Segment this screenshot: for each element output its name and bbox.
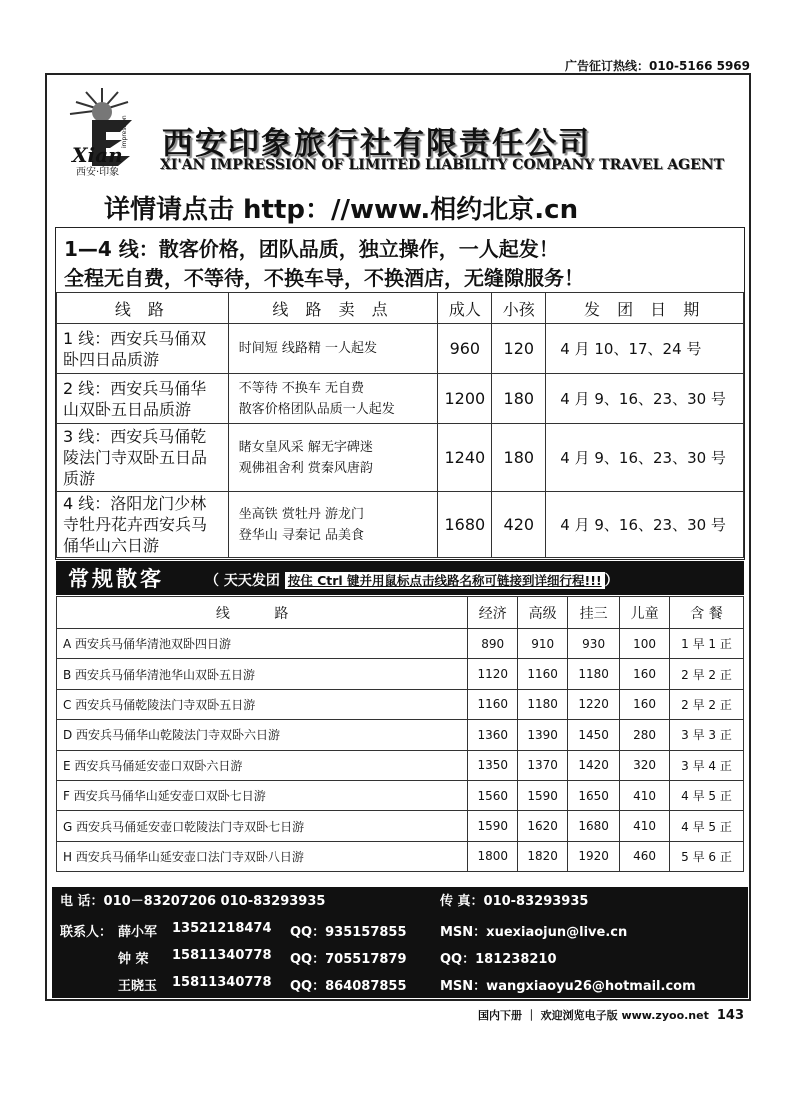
col-route: 线 路: [57, 293, 229, 324]
phone-line: 电 话：010－83207206 010-83293935: [60, 894, 326, 909]
contact-name: 钟 荣: [118, 952, 149, 967]
selling-point: 时间短 线路精 一人起发: [238, 341, 377, 356]
three-star-price: 1450: [568, 720, 620, 750]
fax-line: 传 真：010-83293935: [440, 894, 589, 909]
three-star-price: 1920: [568, 841, 620, 871]
col-three-star: 挂三: [568, 597, 620, 629]
page-number: 143: [716, 1008, 744, 1023]
premium-price: 1370: [518, 750, 568, 780]
meals: 4 早 5 正: [670, 811, 744, 841]
child-price: 410: [620, 811, 670, 841]
departure-dates: 4 月 10、17、24 号: [546, 324, 744, 374]
meals: 2 早 2 正: [670, 689, 744, 719]
child-price: 320: [620, 750, 670, 780]
child-price: 460: [620, 841, 670, 871]
route-link[interactable]: D 西安兵马俑华山乾陵法门寺双卧六日游: [57, 720, 468, 750]
route-link[interactable]: G 西安兵马俑延安壶口乾陵法门寺双卧七日游: [57, 811, 468, 841]
contact-label: 联系人：: [60, 925, 113, 940]
table-row: [57, 841, 744, 871]
child-price: 420: [492, 492, 546, 558]
promo-line-1: 1—4 线：散客价格，团队品质，独立操作，一人起发！: [64, 237, 559, 261]
route-name[interactable]: 2 线：西安兵马俑华山双卧五日品质游: [57, 374, 229, 424]
departure-dates: 4 月 9、16、23、30 号: [546, 492, 744, 558]
route-link[interactable]: F 西安兵马俑华山延安壶口双卧七日游: [57, 780, 468, 810]
subtitle-close: ）: [604, 573, 619, 589]
selling-point: 散客价格团队品质一人起发: [238, 401, 395, 417]
logo-small: 西安·印象: [76, 167, 120, 177]
departure-dates: 4 月 9、16、23、30 号: [546, 374, 744, 424]
contact-qq-2: QQ：181238210: [440, 952, 557, 967]
three-star-price: 1180: [568, 659, 620, 689]
logo-impression: impression: [121, 115, 128, 148]
col-premium: 高级: [518, 597, 568, 629]
table-row: [57, 689, 744, 719]
meals: 5 早 6 正: [670, 841, 744, 871]
premium-price: 1820: [518, 841, 568, 871]
selling-point: 不等待 不换车 无自费: [238, 380, 364, 396]
company-name-en: XI'AN IMPRESSION OF LIMITED LIABILITY COMPANY TRAVEL AGENT: [160, 157, 725, 173]
economy-price: 1160: [468, 689, 518, 719]
child-price: 280: [620, 720, 670, 750]
table-row: [57, 629, 744, 659]
contact-tel: 15811340778: [172, 948, 272, 963]
col-route: 线 路: [57, 597, 468, 629]
departure-dates: 4 月 9、16、23、30 号: [546, 424, 744, 492]
selling-point: 观佛祖舍利 赏秦风唐韵: [238, 460, 373, 476]
adult-price: 1240: [438, 424, 492, 492]
contact-tel: 15811340778: [172, 975, 272, 990]
selling-point: 坐高铁 赏牡丹 游龙门: [238, 506, 364, 522]
child-price: 180: [492, 424, 546, 492]
economy-price: 1560: [468, 780, 518, 810]
route-link[interactable]: B 西安兵马俑华清池华山双卧五日游: [57, 659, 468, 689]
col-adult: 成人: [438, 293, 492, 324]
premium-price: 1390: [518, 720, 568, 750]
adult-price: 1680: [438, 492, 492, 558]
economy-price: 1350: [468, 750, 518, 780]
col-child: 儿童: [620, 597, 670, 629]
company-logo: [62, 82, 152, 177]
route-link[interactable]: H 西安兵马俑华山延安壶口法门寺双卧八日游: [57, 841, 468, 871]
child-price: 410: [620, 780, 670, 810]
table-row: [57, 424, 744, 492]
company-name-cn: 西安印象旅行社有限责任公司: [162, 126, 591, 162]
meals: 1 早 1 正: [670, 629, 744, 659]
economy-price: 1590: [468, 811, 518, 841]
meals: 4 早 5 正: [670, 780, 744, 810]
three-star-price: 1420: [568, 750, 620, 780]
table-row: [57, 659, 744, 689]
meals: 2 早 2 正: [670, 659, 744, 689]
table-row: [57, 780, 744, 810]
table-row: [57, 720, 744, 750]
premium-price: 1180: [518, 689, 568, 719]
contact-name: 薛小军: [118, 925, 158, 940]
featured-lines-table: [56, 292, 744, 558]
col-selling-points: 线 路 卖 点: [228, 293, 438, 324]
col-economy: 经济: [468, 597, 518, 629]
daily-departure: （ 天天发团: [205, 573, 280, 589]
child-price: 160: [620, 659, 670, 689]
website-link[interactable]: 详情请点击 http：//www.相约北京.cn: [104, 195, 579, 225]
table-row: [57, 750, 744, 780]
contact-qq: QQ：705517879: [290, 952, 407, 967]
contact-msn[interactable]: MSN：wangxiaoyu26@hotmail.com: [440, 979, 696, 994]
contact-tel: 13521218474: [172, 921, 272, 936]
table-row: [57, 374, 744, 424]
contact-qq: QQ：935157855: [290, 925, 407, 940]
meals: 3 早 3 正: [670, 720, 744, 750]
ad-hotline: 广告征订热线：010-5166 5969: [564, 59, 750, 73]
economy-price: 1120: [468, 659, 518, 689]
three-star-price: 930: [568, 629, 620, 659]
child-price: 100: [620, 629, 670, 659]
regular-tours-table: [56, 596, 744, 872]
premium-price: 910: [518, 629, 568, 659]
premium-price: 1620: [518, 811, 568, 841]
col-child: 小孩: [492, 293, 546, 324]
selling-point: 登华山 寻秦记 品美食: [238, 527, 364, 543]
economy-price: 1360: [468, 720, 518, 750]
route-link[interactable]: E 西安兵马俑延安壶口双卧六日游: [57, 750, 468, 780]
three-star-price: 1680: [568, 811, 620, 841]
child-price: 180: [492, 374, 546, 424]
route-name[interactable]: 4 线：洛阳龙门少林寺牡丹花卉西安兵马俑华山六日游: [57, 492, 229, 558]
col-meals: 含 餐: [670, 597, 744, 629]
table-row: [57, 324, 744, 374]
route-link[interactable]: A 西安兵马俑华清池双卧四日游: [57, 629, 468, 659]
meals: 3 早 4 正: [670, 750, 744, 780]
child-price: 160: [620, 689, 670, 719]
regular-tours-title: 常规散客: [68, 567, 164, 591]
three-star-price: 1220: [568, 689, 620, 719]
contact-name: 王晓玉: [118, 979, 158, 994]
page-footer: [478, 1007, 744, 1023]
table-row: [57, 492, 744, 558]
premium-price: 1590: [518, 780, 568, 810]
logo-xian: Xian: [72, 143, 123, 167]
child-price: 120: [492, 324, 546, 374]
economy-price: 890: [468, 629, 518, 659]
contact-msn[interactable]: MSN：xuexiaojun@live.cn: [440, 925, 628, 940]
ctrl-click-note: 按住 Ctrl 键并用鼠标点击线路名称可链接到详细行程!!!: [285, 572, 605, 589]
route-name[interactable]: 3 线：西安兵马俑乾陵法门寺双卧五日品质游: [57, 424, 229, 492]
selling-point: 睹女皇风采 解无字碑迷: [238, 439, 373, 455]
contact-qq: QQ：864087855: [290, 979, 407, 994]
three-star-price: 1650: [568, 780, 620, 810]
footer-text: 国内下册 ｜ 欢迎浏览电子版 www.zyoo.net: [477, 1009, 709, 1022]
adult-price: 960: [438, 324, 492, 374]
route-link[interactable]: C 西安兵马俑乾陵法门寺双卧五日游: [57, 689, 468, 719]
promo-line-2: 全程无自费，不等待，不换车导，不换酒店，无缝隙服务！: [64, 266, 584, 290]
col-dates: 发 团 日 期: [546, 293, 744, 324]
regular-tours-subtitle: [205, 570, 619, 590]
adult-price: 1200: [438, 374, 492, 424]
premium-price: 1160: [518, 659, 568, 689]
economy-price: 1800: [468, 841, 518, 871]
route-name[interactable]: 1 线：西安兵马俑双卧四日品质游: [57, 324, 229, 374]
table-row: [57, 811, 744, 841]
